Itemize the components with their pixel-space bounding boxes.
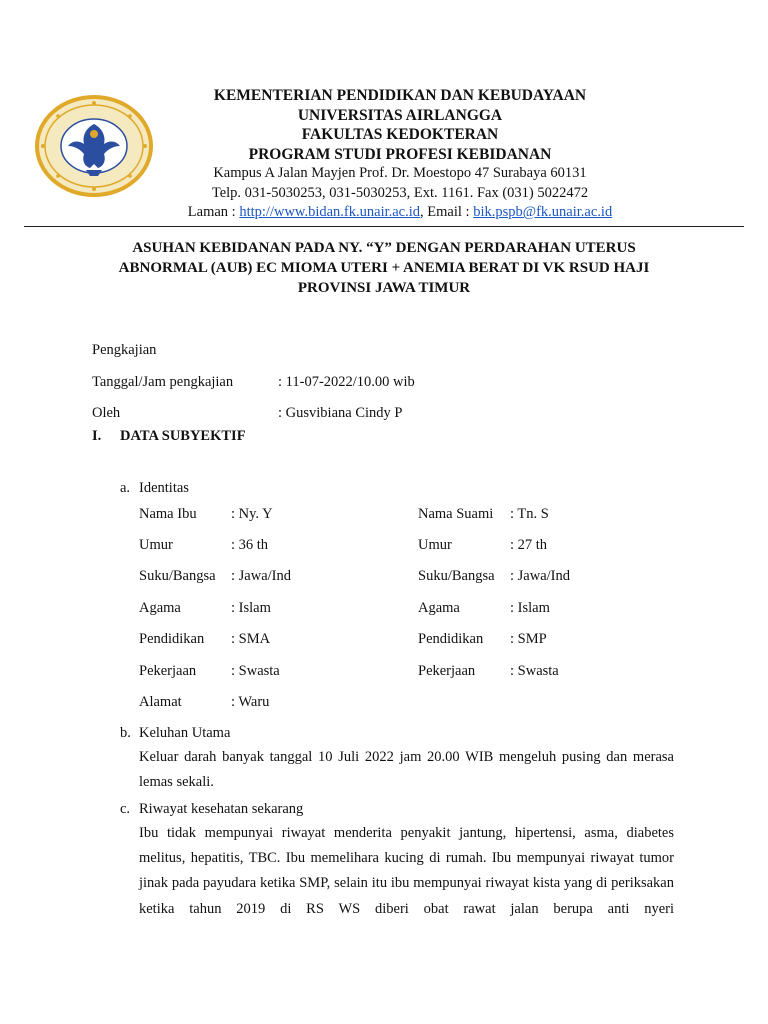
identity-value: : Ny. Y <box>231 506 273 522</box>
university-name: UNIVERSITAS AIRLANGGA <box>297 106 503 124</box>
address-line: Kampus A Jalan Mayjen Prof. Dr. Moestopo 47 Surabaya 60131 <box>213 165 587 181</box>
title-line-1: ASUHAN KEBIDANAN PADA NY. “Y” DENGAN PERDARAHAN UTERUS <box>132 240 636 256</box>
identity-label: Umur <box>139 537 173 553</box>
email-label: , Email : <box>420 204 474 220</box>
identity-label: Pekerjaan <box>418 663 476 679</box>
identity-value: : Swasta <box>231 663 280 679</box>
identity-label: Suku/Bangsa <box>418 568 495 584</box>
assessment-heading: Pengkajian <box>92 342 157 358</box>
riwayat-text: Ibu tidak mempunyai riwayat menderita penyakit jantung, hipertensi, asma, diabetes melitus, hepatitis, TBC. Ibu memelihara kucing di rumah. Ibu mempunyai riwayat tumor jinak pada payudara ketika SMP, selain itu ibu mempunyai riwayat kista yang di periksakan ketika tahun 2019 di RS WS diberi obat rawat jalan berupa anti nyeri <box>139 825 674 917</box>
identity-value: : SMA <box>231 631 271 647</box>
identity-value: : Islam <box>231 600 271 616</box>
phone-line: Telp. 031-5030253, 031-5030253, Ext. 1161. Fax (031) 5022472 <box>211 184 589 201</box>
identity-label: Pekerjaan <box>139 663 197 679</box>
assessment-by-label: Oleh <box>92 405 121 421</box>
keluhan-heading: Keluhan Utama <box>139 725 231 741</box>
assessment-date-value: : 11-07-2022/10.00 wib <box>278 374 415 390</box>
ministry-name: KEMENTERIAN PENDIDIKAN DAN KEBUDAYAAN <box>213 87 587 104</box>
identity-value: : Tn. S <box>510 506 549 522</box>
faculty-name: FAKULTAS KEDOKTERAN <box>301 126 499 143</box>
section-number: I. <box>92 428 102 444</box>
identity-label: Agama <box>139 600 181 616</box>
website-link[interactable]: http://www.bidan.fk.unair.ac.id <box>239 204 421 220</box>
title-line-3: PROVINSI JAWA TIMUR <box>297 280 471 296</box>
letterhead-divider <box>24 226 744 227</box>
title-line-2: ABNORMAL (AUB) EC MIOMA UTERI + ANEMIA BERAT DI VK RSUD HAJI <box>118 260 650 276</box>
identity-label: Pendidikan <box>418 631 484 647</box>
identity-value: : SMP <box>510 631 547 647</box>
identity-label: Agama <box>418 600 460 616</box>
keluhan-marker: b. <box>120 725 131 741</box>
identity-label: Nama Suami <box>418 506 494 522</box>
identity-label: Nama Ibu <box>139 506 197 522</box>
letterhead <box>150 86 650 223</box>
identity-value: : 27 th <box>510 537 548 553</box>
identity-value: : Waru <box>231 694 270 710</box>
identity-label: Umur <box>418 537 452 553</box>
contact-line <box>150 203 650 223</box>
identity-value: : Jawa/Ind <box>231 568 291 584</box>
identity-value: : 36 th <box>231 537 269 553</box>
identitas-heading: Identitas <box>139 480 189 496</box>
assessment-by-value: : Gusvibiana Cindy P <box>278 405 403 421</box>
assessment-date-label: Tanggal/Jam pengkajian <box>92 374 234 390</box>
email-link[interactable]: bik.pspb@fk.unair.ac.id <box>473 204 613 220</box>
program-name: PROGRAM STUDI PROFESI KEBIDANAN <box>248 145 552 163</box>
identity-label: Pendidikan <box>139 631 205 647</box>
identity-label: Alamat <box>139 694 182 710</box>
riwayat-heading: Riwayat kesehatan sekarang <box>139 801 304 817</box>
section-heading: DATA SUBYEKTIF <box>120 428 246 444</box>
identity-value: : Swasta <box>510 663 559 679</box>
identity-value: : Islam <box>510 600 550 616</box>
riwayat-marker: c. <box>120 801 131 817</box>
identitas-marker: a. <box>120 480 131 496</box>
keluhan-text: Keluar darah banyak tanggal 10 Juli 2022 jam 20.00 WIB mengeluh pusing dan merasa lemas sekali. <box>139 749 674 791</box>
identity-value: : Jawa/Ind <box>510 568 570 584</box>
university-seal-logo <box>34 94 154 198</box>
laman-label: Laman : <box>187 204 240 220</box>
document-title <box>84 238 684 298</box>
identity-label: Suku/Bangsa <box>139 568 216 584</box>
